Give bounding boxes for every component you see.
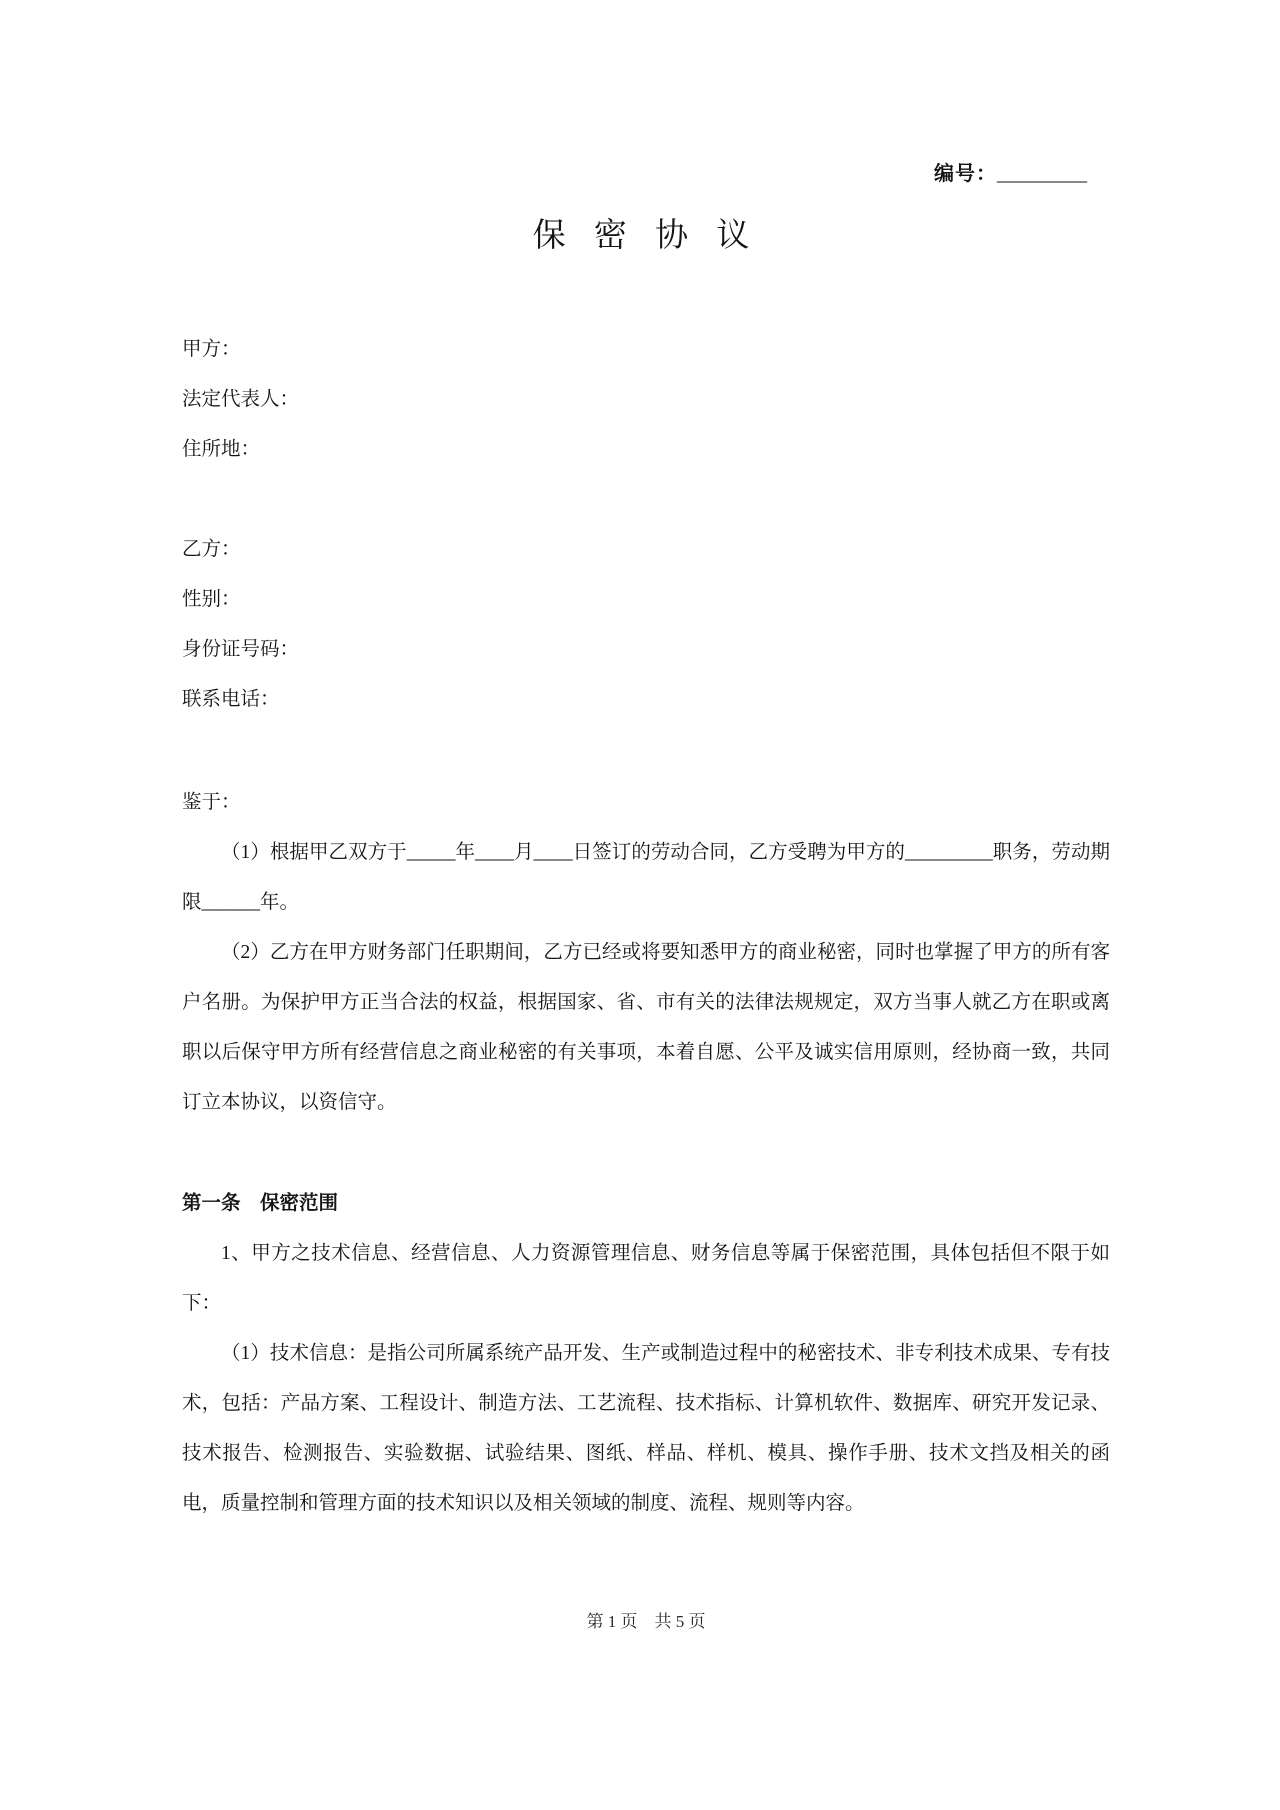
article-1-section bbox=[182, 1179, 1110, 1529]
whereas-clause-2: （2）乙方在甲方财务部门任职期间，乙方已经或将要知悉甲方的商业秘密，同时也掌握了甲方的所有客户名册。为保护甲方正当合法的权益，根据国家、省、市有关的法律法规规定，双方当事人就乙方在职或离职以后保守甲方所有经营信息之商业秘密的有关事项，本着自愿、公平及诚实信用原则，经协商一致，共同订立本协议，以资信守。 bbox=[182, 942, 1110, 1113]
party-b-phone-label: 联系电话： bbox=[182, 689, 280, 710]
article-1-paragraph-1: 1、甲方之技术信息、经营信息、人力资源管理信息、财务信息等属于保密范围，具体包括但不限于如下： bbox=[182, 1243, 1110, 1314]
article-1-heading: 第一条 保密范围 bbox=[182, 1193, 339, 1214]
party-b-id-number-label: 身份证号码： bbox=[182, 639, 300, 660]
party-a-section bbox=[182, 325, 1110, 475]
party-b-name-label: 乙方： bbox=[182, 539, 241, 560]
party-a-address-label: 住所地： bbox=[182, 439, 261, 460]
party-a-name-label: 甲方： bbox=[182, 339, 241, 360]
document-title: 保 密 协 议 bbox=[532, 218, 760, 254]
document-number-blank: _________ bbox=[997, 163, 1087, 185]
whereas-label: 鉴于： bbox=[182, 792, 241, 813]
page-number-indicator: 第 1 页 共 5 页 bbox=[586, 1612, 706, 1631]
party-b-section bbox=[182, 525, 1110, 725]
whereas-clause-1: （1）根据甲乙双方于_____年____月____日签订的劳动合同，乙方受聘为甲方的_________职务，劳动期限______年。 bbox=[182, 842, 1110, 913]
document-number-line bbox=[182, 158, 1110, 190]
document-number-label: 编号： bbox=[934, 163, 997, 185]
party-b-gender-label: 性别： bbox=[182, 589, 241, 610]
whereas-section bbox=[182, 778, 1110, 1128]
party-a-legal-representative-label: 法定代表人： bbox=[182, 389, 300, 410]
article-1-paragraph-2: （1）技术信息：是指公司所属系统产品开发、生产或制造过程中的秘密技术、非专利技术成果、专有技术，包括：产品方案、工程设计、制造方法、工艺流程、技术指标、计算机软件、数据库、研究开发记录、技术报告、检测报告、实验数据、试验结果、图纸、样品、样机、模具、操作手册、技术文挡及相关的函电，质量控制和管理方面的技术知识以及相关领域的制度、流程、规则等内容。 bbox=[182, 1343, 1110, 1514]
